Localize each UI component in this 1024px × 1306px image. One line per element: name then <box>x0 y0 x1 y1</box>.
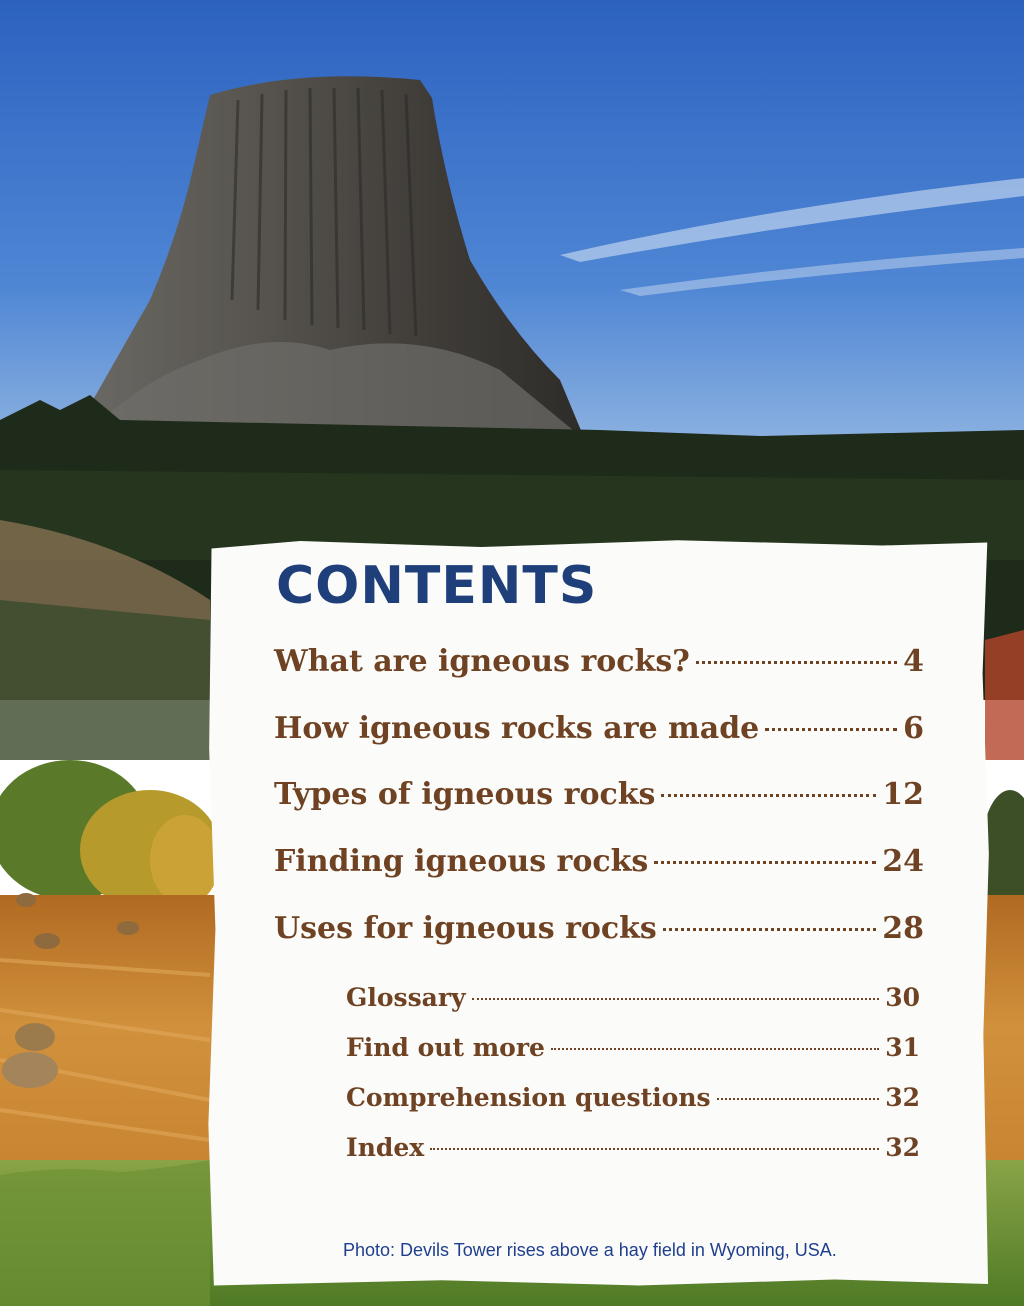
dot-leader <box>472 998 880 1000</box>
toc-page-number: 6 <box>903 711 924 746</box>
contents-title: CONTENTS <box>276 556 598 616</box>
toc-label: Uses for igneous rocks <box>274 911 657 946</box>
dot-leader <box>654 861 876 864</box>
toc-item-types-of-igneous-rocks[interactable] <box>274 777 924 821</box>
toc-item-find-out-more[interactable] <box>346 1033 920 1069</box>
toc-item-what-are-igneous-rocks[interactable] <box>274 644 924 688</box>
toc-label: Find out more <box>346 1033 545 1062</box>
toc-item-glossary[interactable] <box>346 983 920 1019</box>
toc-label: Comprehension questions <box>346 1083 711 1112</box>
dot-leader <box>696 661 897 664</box>
toc-item-index[interactable] <box>346 1133 920 1169</box>
toc-item-uses-for-igneous-rocks[interactable] <box>274 911 924 955</box>
toc-page-number: 32 <box>885 1083 920 1112</box>
toc-page-number: 4 <box>903 644 924 679</box>
dot-leader <box>765 728 897 731</box>
toc-page-number: 12 <box>882 777 924 812</box>
toc-page-number: 28 <box>882 911 924 946</box>
toc-label: Finding igneous rocks <box>274 844 649 879</box>
toc-label: What are igneous rocks? <box>274 644 690 679</box>
toc-label: How igneous rocks are made <box>274 711 760 746</box>
dot-leader <box>717 1098 880 1100</box>
toc-page-number: 31 <box>885 1033 920 1062</box>
photo-caption: Photo: Devils Tower rises above a hay field in Wyoming, USA. <box>343 1240 837 1260</box>
toc-item-how-igneous-rocks-are-made[interactable] <box>274 711 924 755</box>
dot-leader <box>551 1048 879 1050</box>
toc-label: Glossary <box>346 983 466 1012</box>
toc-label: Types of igneous rocks <box>274 777 656 812</box>
toc-page-number: 30 <box>885 983 920 1012</box>
toc-item-comprehension-questions[interactable] <box>346 1083 920 1119</box>
toc-label: Index <box>346 1133 425 1162</box>
dot-leader <box>430 1148 879 1150</box>
dot-leader <box>663 928 876 931</box>
dot-leader <box>661 794 876 797</box>
toc-page-number: 32 <box>885 1133 920 1162</box>
toc-item-finding-igneous-rocks[interactable] <box>274 844 924 888</box>
toc-page-number: 24 <box>882 844 924 879</box>
